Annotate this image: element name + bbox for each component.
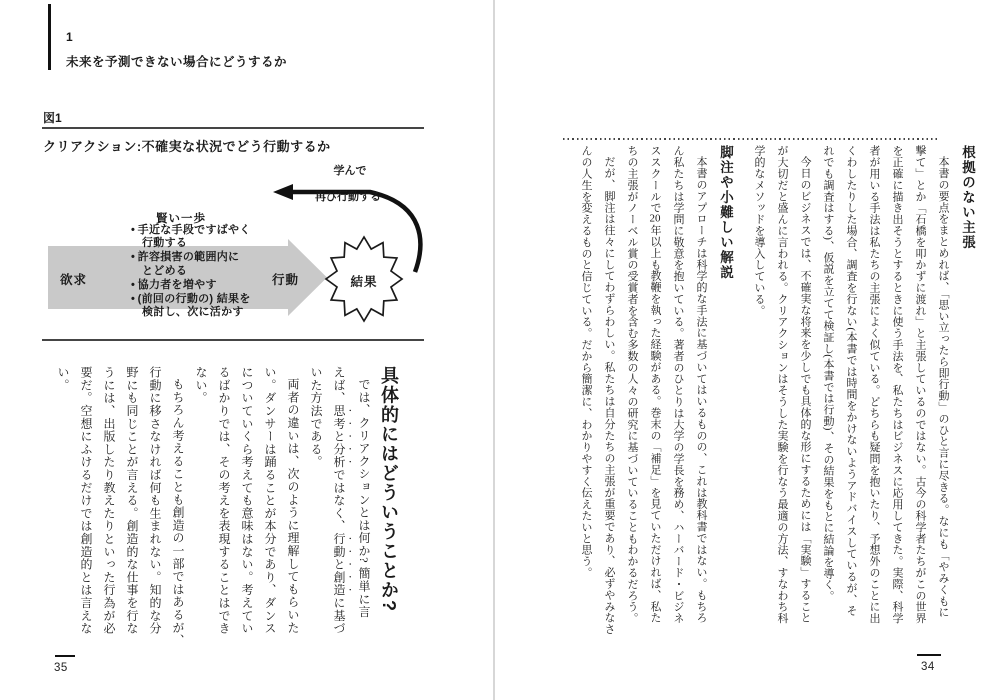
figure-rule-bottom bbox=[42, 339, 424, 341]
text-column: 今日のビジネスでは、不確実な将来を少しでも具体的な形にするためには「実験」すること bbox=[799, 156, 811, 624]
diagram-smart-step-title: 賢い一歩 bbox=[156, 213, 206, 225]
text-column: くわしたりした場合、調査を行ない(本書では時間をかけないようアドバイスしているが、そ bbox=[845, 145, 857, 617]
diagram-bullet: • (前回の行動の) 結果を 検討し、次に活かす bbox=[131, 293, 301, 319]
feedback-arrowhead bbox=[273, 184, 293, 200]
diagram-desire-label: 欲求 bbox=[60, 273, 88, 287]
text-column: もちろん考えることも創造の一部ではあるが、 bbox=[171, 378, 185, 647]
section-dotted-rule bbox=[563, 138, 940, 140]
text-column: えば、思考と分析ではなく、行動と創造に基づ bbox=[332, 366, 346, 635]
text-column: が大切だと盛んに言われる。クリアクションはそうした実験を行なう最適の方法、すなわち科 bbox=[776, 145, 788, 624]
text-column: ちの主張がノーベル賞の受賞者を含む多数の人々の研究に基づいていることもわかるだろう。 bbox=[626, 145, 638, 624]
diagram-bullet: • 手近な手段ですばやく 行動する bbox=[131, 224, 301, 250]
page-number-rule-left bbox=[55, 655, 75, 657]
page-gutter-divider bbox=[493, 0, 495, 700]
text-column: い。 bbox=[56, 366, 70, 392]
diagram-loop-label-line1: 学んで bbox=[333, 165, 367, 177]
chapter-title: 未来を予測できない場合にどうするか bbox=[66, 55, 288, 69]
text-column: 要だ。空想にふけるだけでは創造的とは言えな bbox=[79, 366, 93, 635]
diagram-loop-label-line2: 再び行動する bbox=[315, 191, 381, 203]
text-column: ない。 bbox=[194, 366, 208, 405]
text-column: 本書のアプローチは科学的な手法に基づいてはいるものの、これは教科書ではない。もちろ bbox=[695, 156, 707, 624]
chapter-number: 1 bbox=[66, 30, 73, 44]
text-column: 野にも同じことが言える。創造的な仕事を行な bbox=[125, 366, 139, 635]
diagram-bullet-list bbox=[131, 224, 301, 320]
chapter-marker-bar bbox=[48, 4, 51, 70]
right-page-body-text bbox=[574, 145, 980, 637]
diagram-bullet: • 協力者を増やす bbox=[131, 279, 301, 292]
section-heading: 具体的にはどういうことか? bbox=[379, 366, 399, 613]
text-column: るばかりでは、その考えを表現することはでき bbox=[217, 366, 231, 635]
text-column: い。ダンサーは踊ることが本分であり、ダンス bbox=[263, 366, 277, 635]
page-number-rule-right bbox=[917, 654, 941, 656]
text-column: 行動に移さなければ何も生まれない。知的な分 bbox=[148, 366, 162, 635]
text-column: んの人生を変えるものと信じている。だから簡潔に、わかりやすく伝えたいと思う。 bbox=[580, 145, 592, 579]
figure-label: 図1 bbox=[43, 111, 62, 125]
text-column: 撃て」とか「石橋を叩かずに渡れ」と主張しているのではない。古今の科学者たちがこの世界 bbox=[914, 145, 926, 624]
text-column: 両者の違いは、次のように理解してもらいた bbox=[286, 378, 300, 634]
text-column: 本書の要点をまとめれば、「思い立ったら即行動」のひと言に尽きる。なにも「やみくもに bbox=[937, 156, 949, 618]
diagram-action-label: 行動 bbox=[272, 273, 300, 287]
text-column: いた方法である。 bbox=[309, 366, 323, 469]
figure-title: クリアクション:不確実な状況でどう行動するか bbox=[43, 139, 331, 154]
text-column: 者が用いる手法は私たちの主張によく似ている。どちらも疑問を抱いたり、予想外のことに出 bbox=[868, 145, 880, 624]
page-number-right: 34 bbox=[921, 661, 935, 673]
text-column: ん私たちは学問に敬意を抱いている。著者のひとりは大学の学長を務め、ハーバード・ビジネ bbox=[672, 145, 684, 624]
section-heading: 根拠のない主張 bbox=[960, 145, 975, 250]
text-column: を正確に描き出そうとするときに使う手法を、私たちはビジネスに応用してきた。実際、科学 bbox=[891, 145, 903, 624]
page-number-left: 35 bbox=[54, 662, 68, 674]
text-column: れでも調査はする)、仮説を立てて検証し(本書では行動)、その結果をもとに結論を導く。 bbox=[822, 145, 834, 602]
section-heading: 脚注や小難しい解説 bbox=[718, 145, 733, 280]
text-column: についていくら考えても意味はない。考えてい bbox=[240, 366, 254, 635]
figure-rule-top bbox=[42, 127, 424, 129]
text-column: うには、出版したり教えたりといった行為が必 bbox=[102, 366, 116, 635]
left-page-body-text bbox=[53, 366, 403, 654]
text-column: 学的なメソッドを導入している。 bbox=[753, 145, 765, 316]
diagram-bullet: • 許容損害の範囲内に とどめる bbox=[131, 251, 301, 277]
text-column: だが、脚注は往々にしてわずらわしい。私たちは自分たちの主張が重要であり、必ずやみなさ bbox=[603, 156, 615, 635]
diagram-result-label: 結果 bbox=[350, 275, 378, 289]
text-column: ススクールで20年以上も教鞭を執った経験がある。巻末の「補足」を見ていただければ、私た bbox=[649, 145, 661, 624]
text-column: では、クリアクションとは何か? 簡単に言 bbox=[357, 378, 371, 619]
